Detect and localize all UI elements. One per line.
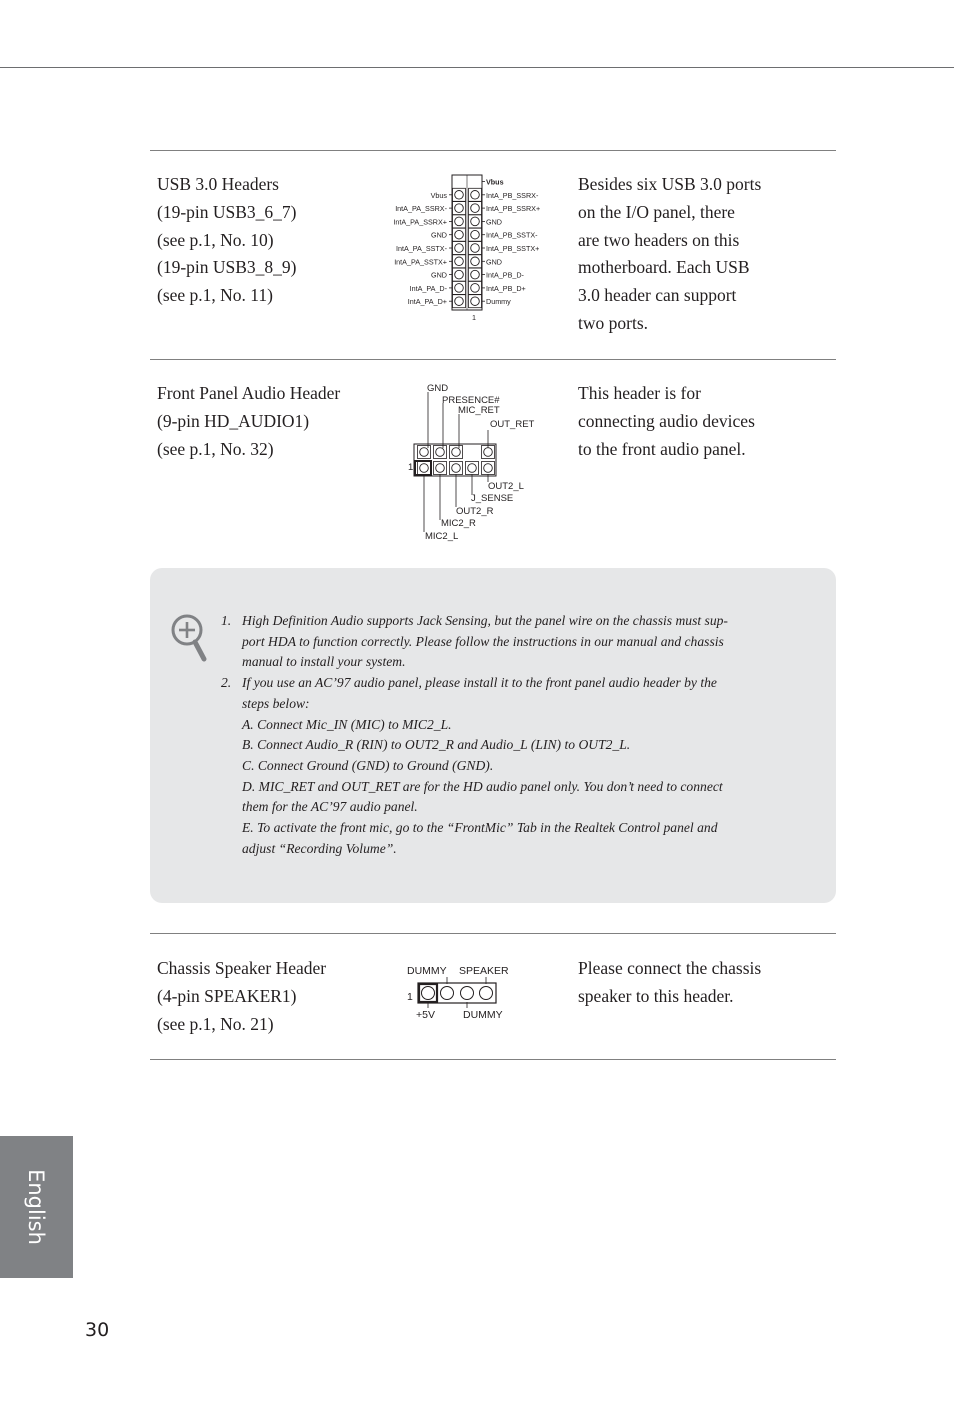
usb-pin (453, 228, 466, 241)
section-divider (150, 359, 836, 360)
usb-pin-label: IntA_PB_SSRX+ (486, 204, 541, 214)
speaker-header-outline (418, 983, 496, 1003)
text-line: (see p.1, No. 21) (157, 1013, 274, 1034)
text-line: on the I/O panel, there (578, 201, 735, 222)
note-line: steps below: (242, 695, 310, 711)
section-divider (150, 1059, 836, 1060)
label-presence: PRESENCE# (442, 395, 500, 406)
text-line: (see p.1, No. 10) (157, 229, 274, 250)
usb-pin-label: Vbus (486, 177, 504, 187)
text-line: (see p.1, No. 11) (157, 285, 273, 306)
text-line: 3.0 header can support (578, 285, 737, 306)
usb-pin (469, 295, 482, 308)
text-line: motherboard. Each USB (578, 257, 750, 278)
label-out2-l: OUT2_L (488, 481, 524, 492)
usb-pin (469, 242, 482, 255)
note-item (221, 611, 791, 673)
text-line: are two headers on this (578, 229, 740, 250)
text-line: (see p.1, No. 32) (157, 438, 274, 459)
text-line: This header is for (578, 383, 701, 403)
audio-pin (450, 446, 463, 459)
usb-pin (453, 255, 466, 268)
text-line: connecting audio devices (578, 410, 755, 431)
text-line: (9-pin HD_AUDIO1) (157, 410, 310, 431)
note-line: them for the AC’97 audio panel. (242, 799, 418, 815)
usb-pin (469, 202, 482, 215)
usb-pin-label: IntA_PB_D- (486, 270, 524, 280)
speaker-pin (422, 987, 435, 1000)
usb-pin (453, 202, 466, 215)
audio-header-title (157, 380, 340, 463)
usb-pin-label: IntA_PB_D+ (486, 283, 526, 293)
label-out2-r: OUT2_R (456, 506, 494, 517)
usb-pin-label: Dummy (486, 297, 511, 307)
note-line: A. Connect Mic_IN (MIC) to MIC2_L. (242, 716, 452, 732)
note-line: E. To activate the front mic, go to the “FrontMic” Tab in the Realtek Control panel and (242, 820, 718, 836)
audio-header-diagram (400, 380, 550, 545)
note-number: 2. (221, 675, 232, 691)
usb-pin-label: IntA_PB_SSRX- (486, 190, 539, 200)
usb-pin-label: IntA_PB_SSTX- (486, 230, 538, 240)
usb-pin (469, 255, 482, 268)
usb-pin (453, 242, 466, 255)
pin1-label: 1 (408, 462, 414, 473)
usb-pin (469, 188, 482, 201)
text-line: USB 3.0 Headers (157, 174, 279, 194)
pin1-label: 1 (407, 991, 413, 1003)
notes-list (221, 611, 791, 859)
text-line: Front Panel Audio Header (157, 383, 341, 403)
audio-description (578, 380, 808, 463)
usb-pin-label: IntA_PA_SSRX+ (393, 217, 447, 227)
audio-pin (434, 462, 447, 475)
usb-pin (453, 188, 466, 201)
usb-pin-label: GND (486, 257, 502, 267)
label-out-ret: OUT_RET (490, 419, 535, 430)
usb-pin (453, 281, 466, 294)
speaker-header-title (157, 955, 326, 1038)
text-line: two ports. (578, 312, 648, 333)
note-line: port HDA to function correctly. Please follow the instructions in our manual and chassis (242, 633, 724, 649)
audio-pin (434, 446, 447, 459)
usb-pin-label: IntA_PA_D- (409, 283, 447, 293)
usb-pin-label: IntA_PA_SSRX- (395, 204, 447, 214)
usb-pin-label: IntA_PA_SSTX+ (394, 257, 447, 267)
audio-pin (418, 462, 431, 475)
note-line: C. Connect Ground (GND) to Ground (GND). (242, 757, 494, 773)
label-gnd: GND (427, 383, 449, 394)
speaker-pin (480, 987, 493, 1000)
section-divider (150, 150, 836, 151)
pin1-label: 1 (472, 313, 476, 322)
header-rule (0, 67, 954, 68)
section-divider (150, 933, 836, 934)
usb-header-title (157, 171, 297, 310)
language-tab (0, 1136, 73, 1278)
usb-pin-label: Vbus (430, 190, 447, 200)
note-line: D. MIC_RET and OUT_RET are for the HD audio panel only. You don’t need to connect (242, 778, 723, 794)
speaker-description (578, 955, 808, 1011)
text-line: (19-pin USB3_6_7) (157, 201, 297, 222)
usb-header-diagram (380, 170, 570, 325)
language-tab-label: English (24, 1169, 48, 1245)
label-mic2-l: MIC2_L (425, 531, 459, 542)
label-dummy-bottom: DUMMY (463, 1009, 503, 1021)
usb-pin-label: IntA_PB_SSTX+ (486, 244, 540, 253)
usb-pin-label: GND (431, 230, 447, 240)
audio-pin (418, 446, 431, 459)
usb-pin-label: GND (486, 217, 502, 227)
audio-pin (450, 462, 463, 475)
note-number: 1. (221, 613, 232, 628)
note-line: B. Connect Audio_R (RIN) to OUT2_R and Audio_L (LIN) to OUT2_L. (242, 737, 631, 753)
note-line: manual to install your system. (242, 654, 406, 670)
text-line: to the front audio panel. (578, 438, 746, 459)
text-line: (4-pin SPEAKER1) (157, 985, 297, 1006)
magnifier-icon (168, 612, 210, 664)
speaker-pin (441, 987, 454, 1000)
usb-pin (469, 281, 482, 294)
text-line: (19-pin USB3_8_9) (157, 257, 297, 278)
label-dummy-top: DUMMY (407, 965, 447, 977)
text-line: Please connect the chassis (578, 958, 762, 978)
usb-pin (469, 215, 482, 228)
label-speaker: SPEAKER (459, 965, 509, 977)
note-line: adjust “Recording Volume”. (242, 840, 397, 856)
note-line: If you use an AC’97 audio panel, please install it to the front panel audio header by the (242, 675, 717, 691)
label-mic2-r: MIC2_R (441, 518, 476, 529)
note-item (221, 673, 791, 859)
usb-description (578, 171, 808, 338)
label-j-sense: J_SENSE (471, 493, 514, 504)
usb-pin-label: IntA_PA_SSTX- (396, 244, 447, 253)
usb-pin (453, 295, 466, 308)
label-5v: +5V (416, 1009, 435, 1021)
note-line: High Definition Audio supports Jack Sensing, but the panel wire on the chassis must sup- (242, 613, 728, 628)
page-number: 30 (85, 1319, 110, 1341)
speaker-pin (461, 987, 474, 1000)
text-line: Chassis Speaker Header (157, 958, 327, 978)
usb-pin (453, 215, 466, 228)
usb-pin (469, 228, 482, 241)
text-line: Besides six USB 3.0 ports (578, 174, 762, 194)
audio-pin (482, 462, 495, 475)
text-line: speaker to this header. (578, 985, 734, 1006)
usb-pin (469, 268, 482, 281)
usb-pin-label: IntA_PA_D+ (407, 297, 447, 307)
usb-pin (453, 268, 466, 281)
usb-pin-label: GND (431, 270, 447, 280)
speaker-header-diagram (400, 960, 530, 1025)
label-mic-ret: MIC_RET (458, 405, 500, 416)
audio-pin (466, 462, 479, 475)
